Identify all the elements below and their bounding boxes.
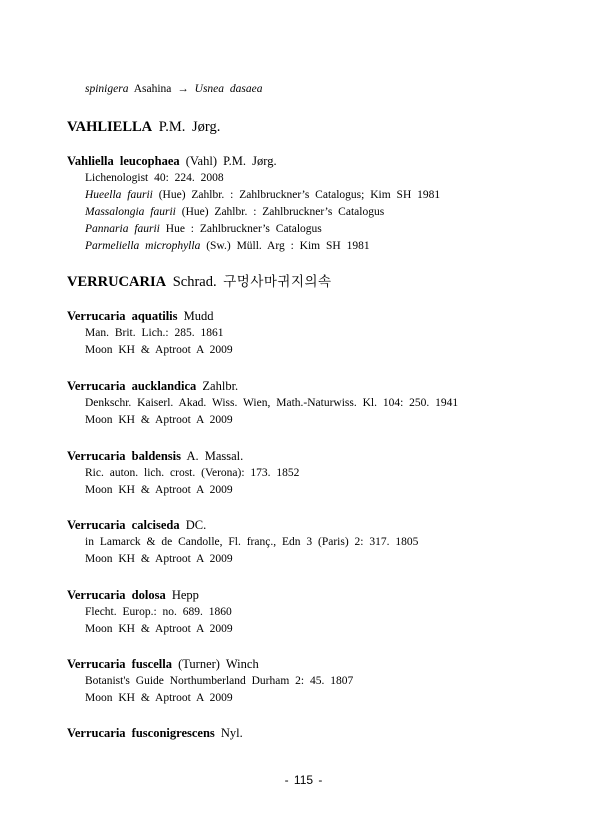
- species-heading: [67, 727, 243, 740]
- citation-line: [85, 173, 224, 185]
- reference-line: Moon KH & Aptroot A 2009: [85, 344, 233, 356]
- species-name: Verrucaria baldensis: [67, 449, 181, 463]
- species-heading: [67, 310, 214, 323]
- synonym-name: Parmeliella microphylla: [85, 240, 201, 252]
- species-author: A. Massal.: [186, 449, 244, 463]
- species-heading: [67, 519, 206, 532]
- species-name: Verrucaria fuscella: [67, 657, 172, 671]
- species-author: DC.: [185, 518, 207, 532]
- synonym-target: Usnea dasaea: [194, 83, 263, 95]
- species-heading: [67, 589, 199, 602]
- synonym-line: [85, 84, 262, 96]
- genus-name: VERRUCARIA: [67, 274, 167, 290]
- reference-line: Moon KH & Aptroot A 2009: [85, 484, 233, 496]
- species-author: Mudd: [183, 309, 214, 323]
- species-name: Verrucaria aquatilis: [67, 309, 178, 323]
- citation-line: Flecht. Europ.: no. 689. 1860: [85, 606, 232, 618]
- species-heading: [67, 658, 259, 671]
- synonym-name: Pannaria faurii: [85, 223, 160, 235]
- species-author: (Vahl) P.M. Jørg.: [185, 154, 277, 168]
- citation-line: Man. Brit. Lich.: 285. 1861: [85, 327, 224, 339]
- species-name: Verrucaria dolosa: [67, 588, 166, 602]
- synonym-line: [85, 207, 384, 219]
- synonym-name: Hueella faurii: [85, 189, 153, 201]
- species-heading: [67, 155, 277, 168]
- species-author: Nyl.: [220, 726, 243, 740]
- genus-author: Schrad.: [172, 274, 217, 290]
- genus-heading-vahliella: [67, 120, 220, 135]
- species-name: Verrucaria aucklandica: [67, 379, 197, 393]
- citation-line: in Lamarck & de Candolle, Fl. franç., Edn 3 (Paris) 2: 317. 1805: [85, 536, 419, 548]
- synonym-text: (Hue) Zahlbr. : Zahlbruckner’s Catalogus; Kim SH 1981: [158, 189, 441, 201]
- citation-line: Denkschr. Kaiserl. Akad. Wiss. Wien, Math.-Naturwiss. Kl. 104: 250. 1941: [85, 397, 459, 409]
- synonym-text: (Sw.) Müll. Arg : Kim SH 1981: [206, 240, 370, 252]
- genus-name: VAHLIELLA: [67, 119, 153, 135]
- reference-line: Moon KH & Aptroot A 2009: [85, 623, 233, 635]
- synonym-author: Asahina: [133, 83, 172, 95]
- synonym-name: Massalongia faurii: [85, 206, 176, 218]
- reference-line: Moon KH & Aptroot A 2009: [85, 414, 233, 426]
- reference-line: Moon KH & Aptroot A 2009: [85, 692, 233, 704]
- species-author: Zahlbr.: [202, 379, 239, 393]
- citation-line: Ric. auton. lich. crost. (Verona): 173. 1852: [85, 467, 300, 479]
- genus-heading-verrucaria: [67, 275, 332, 290]
- citation-line: Botanist's Guide Northumberland Durham 2: 45. 1807: [85, 675, 354, 687]
- species-author: (Turner) Winch: [178, 657, 259, 671]
- species-author: Hepp: [171, 588, 199, 602]
- citation-text: Lichenologist 40: 224. 2008: [85, 172, 224, 184]
- genus-author: P.M. Jørg.: [158, 119, 221, 135]
- synonym-line: [85, 190, 440, 202]
- species-name: Vahliella leucophaea: [67, 154, 180, 168]
- page-number: - 115 -: [284, 773, 323, 787]
- synonym-epithet: spinigera: [85, 83, 129, 95]
- arrow-icon: →: [177, 83, 189, 95]
- synonym-line: [85, 241, 370, 253]
- reference-line: Moon KH & Aptroot A 2009: [85, 553, 233, 565]
- genus-korean-name: 구멍사마귀지의속: [223, 274, 332, 290]
- synonym-line: [85, 224, 322, 236]
- synonym-text: (Hue) Zahlbr. : Zahlbruckner’s Catalogus: [181, 206, 385, 218]
- species-heading: [67, 450, 243, 463]
- species-name: Verrucaria fusconigrescens: [67, 726, 215, 740]
- species-name: Verrucaria calciseda: [67, 518, 180, 532]
- species-heading: [67, 380, 238, 393]
- synonym-text: Hue : Zahlbruckner’s Catalogus: [165, 223, 322, 235]
